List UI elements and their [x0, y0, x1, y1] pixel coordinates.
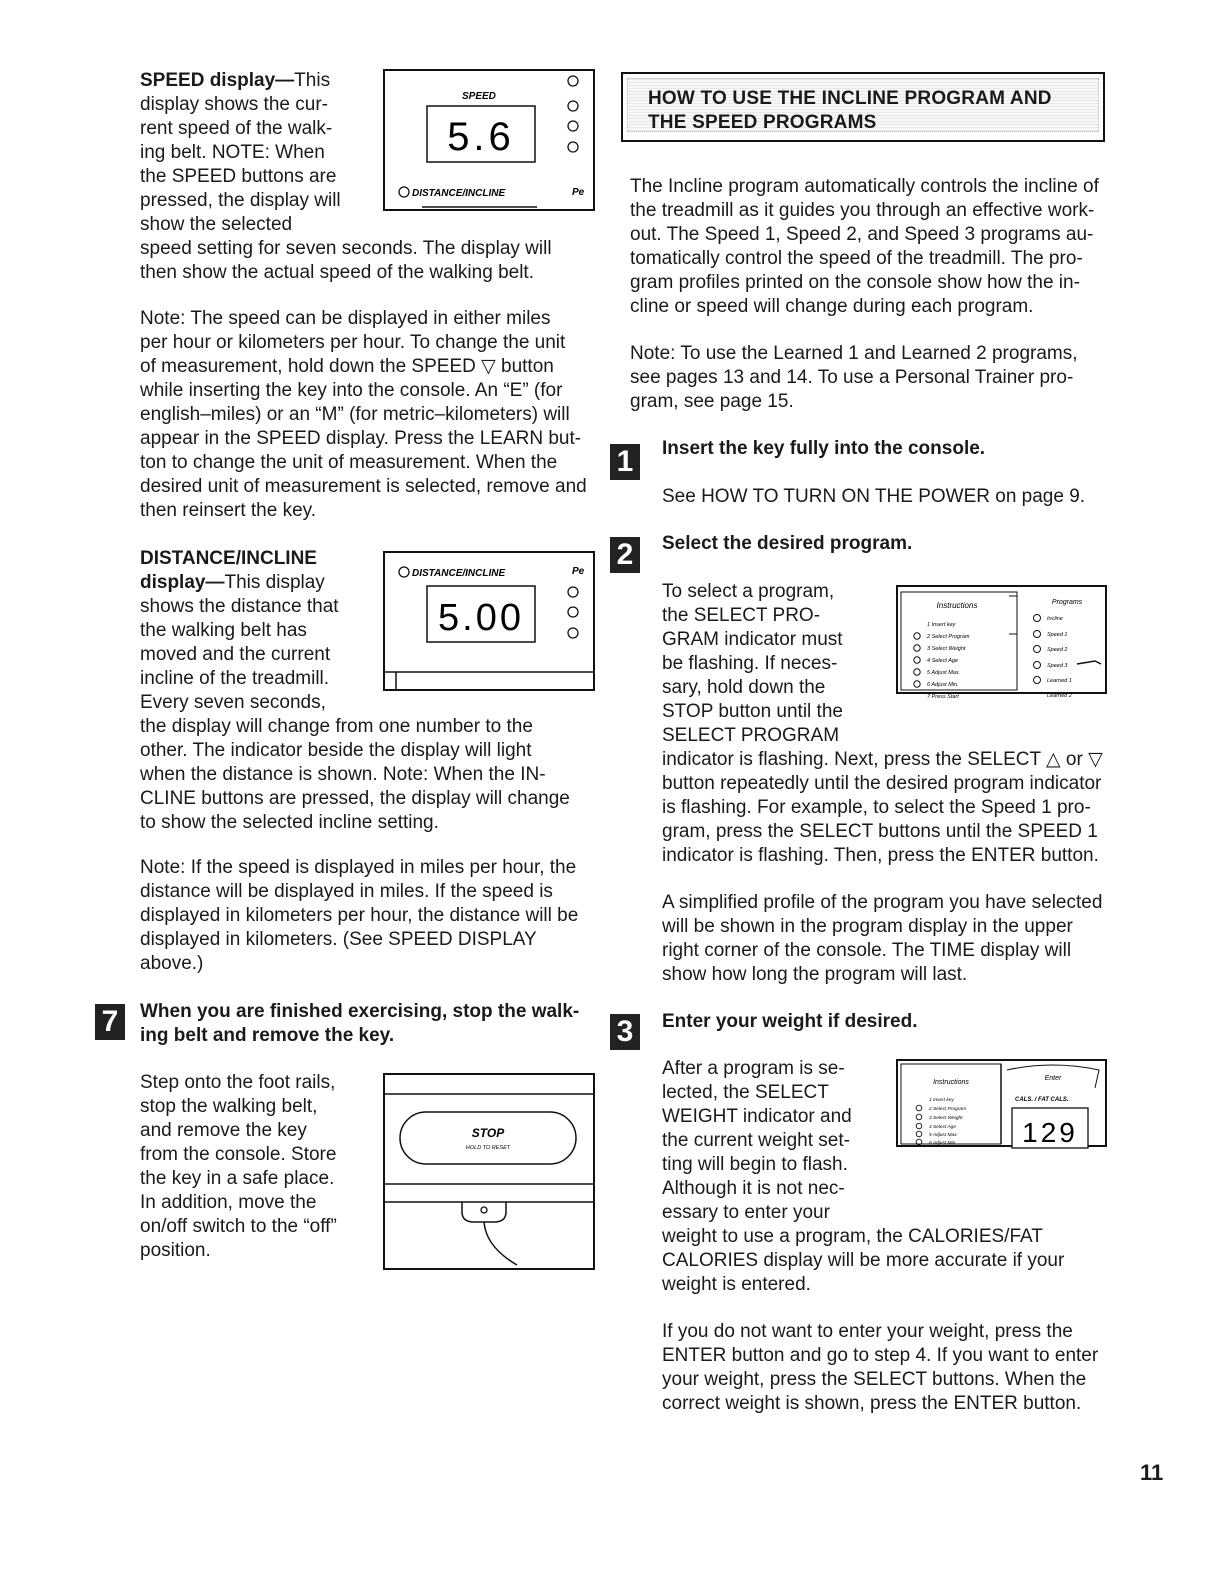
step-3-line: weight is entered. [662, 1274, 811, 1295]
distance-fig-edge-label: Pe [572, 566, 585, 577]
step-2-line: indicator is flashing. Next, press the SELECT △ or ▽ [662, 749, 1103, 770]
distance-line: to show the selected incline setting. [140, 812, 439, 833]
distance-title-2: display— [140, 572, 225, 593]
step-7-number: 7 [95, 1004, 125, 1040]
cals-label: CALS. / FAT CALS. [1015, 1097, 1069, 1103]
distance-title: DISTANCE/INCLINE [140, 548, 317, 569]
distance-note [140, 856, 610, 976]
step-7-line: In addition, move the [140, 1192, 317, 1213]
step-2-para2-line: A simplified profile of the program you have selected [662, 892, 1103, 913]
step-3-para2-line: If you do not want to enter your weight, press the [662, 1321, 1073, 1342]
speed-note-line: english–miles) or an “M” (for metric–kilometers) will [140, 404, 570, 425]
step-1-number: 1 [610, 444, 640, 480]
step-7-heading-line: When you are finished exercising, stop the walk- [140, 1001, 580, 1022]
instruction-item: 5 Adjust Max. [927, 670, 961, 676]
speed-note [140, 307, 610, 523]
section-heading [648, 87, 1052, 135]
speed-note-line: appear in the SPEED display. Press the LEARN but- [140, 428, 582, 449]
distance-display-figure [382, 550, 597, 693]
distance-fig-value: 5.00 [438, 597, 524, 639]
learned-note-line: gram, see page 15. [630, 391, 794, 412]
step-1-heading: Insert the key fully into the console. [662, 438, 986, 459]
step-2-para2-line: right corner of the console. The TIME display will [662, 940, 1072, 961]
program-item: Learned 1 [1047, 678, 1072, 684]
distance-title-tail: This display [224, 572, 325, 593]
speed-fig-value: 5.6 [447, 115, 515, 159]
step-7-line: from the console. Store [140, 1144, 337, 1165]
step-2-line: gram, press the SELECT buttons until the SPEED 1 [662, 821, 1098, 842]
step-2-line: To select a program, [662, 581, 835, 602]
step-2-heading: Select the desired program. [662, 533, 913, 554]
section-heading-box [621, 72, 1105, 142]
section-heading-line: HOW TO USE THE INCLINE PROGRAM AND [648, 88, 1052, 109]
speed-note-line: Note: The speed can be displayed in either miles [140, 308, 551, 329]
step-2-line: indicator is flashing. Then, press the ENTER button. [662, 845, 1099, 866]
instruction-item-2: 2 Select Program [929, 1107, 967, 1112]
intro-paragraph [630, 175, 1130, 319]
step-3-line: weight to use a program, the CALORIES/FAT [662, 1226, 1043, 1247]
step-2-line: the SELECT PRO- [662, 605, 821, 626]
step-3-para2-line: your weight, press the SELECT buttons. When the [662, 1369, 1087, 1390]
speed-line: the SPEED buttons are [140, 166, 337, 187]
speed-title-tail: This [294, 70, 331, 91]
instruction-item: 4 Select Age [927, 658, 958, 664]
step-7-line: and remove the key [140, 1120, 307, 1141]
intro-line: out. The Speed 1, Speed 2, and Speed 3 programs au- [630, 224, 1094, 245]
speed-line: display shows the cur- [140, 94, 328, 115]
step-7-heading [140, 1000, 610, 1048]
speed-note-line: ton to change the unit of measurement. When the [140, 452, 558, 473]
step-3-line: essary to enter your [662, 1202, 830, 1223]
distance-note-line: Note: If the speed is displayed in miles per hour, the [140, 857, 577, 878]
distance-fig-label: DISTANCE/INCLINE [412, 568, 506, 579]
program-item: Learned 2 [1047, 693, 1072, 699]
step-3-para2 [662, 1320, 1132, 1416]
speed-note-line: while inserting the key into the console. An “E” (for [140, 380, 563, 401]
speed-line: rent speed of the walk- [140, 118, 333, 139]
distance-note-line: above.) [140, 953, 204, 974]
step-2-para2-line: will be shown in the program display in the upper [662, 916, 1073, 937]
distance-line: CLINE buttons are pressed, the display will change [140, 788, 570, 809]
step-7-line: position. [140, 1240, 211, 1261]
distance-line: incline of the treadmill. [140, 668, 330, 689]
instruction-item-2: 4 Select Age [929, 1125, 957, 1130]
stop-key-figure [382, 1072, 597, 1272]
step-2-para2 [662, 891, 1132, 987]
instruction-item-2: 1 Insert key [929, 1098, 954, 1103]
speed-line: speed setting for seven seconds. The display will [140, 238, 552, 259]
step-7-heading-line: ing belt and remove the key. [140, 1025, 395, 1046]
intro-line: cline or speed will change during each program. [630, 296, 1034, 317]
step-7-line: on/off switch to the “off” [140, 1216, 337, 1237]
learned-note-line: Note: To use the Learned 1 and Learned 2 programs, [630, 343, 1078, 364]
speed-line: show the selected [140, 214, 293, 235]
distance-line: the display will change from one number to the [140, 716, 533, 737]
step-3-para2-line: ENTER button and go to step 4. If you want to enter [662, 1345, 1099, 1366]
step-3-para2-line: correct weight is shown, press the ENTER button. [662, 1393, 1082, 1414]
step-2-line: SELECT PROGRAM [662, 725, 840, 746]
program-item: Speed 1 [1047, 632, 1068, 638]
speed-line: ing belt. NOTE: When [140, 142, 325, 163]
speed-line: then show the actual speed of the walking belt. [140, 262, 534, 283]
step-7-line: stop the walking belt, [140, 1096, 318, 1117]
speed-display-figure [382, 68, 597, 213]
speed-note-line: per hour or kilometers per hour. To change the unit [140, 332, 566, 353]
speed-line: pressed, the display will [140, 190, 341, 211]
distance-line: other. The indicator beside the display will light [140, 740, 532, 761]
speed-fig-edge-label: Pe [572, 187, 585, 198]
step-3-number: 3 [610, 1014, 640, 1050]
instruction-item: 1 Insert key [927, 622, 956, 628]
learned-note [630, 342, 1130, 414]
program-item: Incline [1047, 616, 1063, 622]
distance-line: Every seven seconds, [140, 692, 326, 713]
distance-note-line: displayed in kilometers. (See SPEED DISPLAY [140, 929, 537, 950]
page-number: 11 [1140, 1460, 1164, 1485]
step-2-line: sary, hold down the [662, 677, 826, 698]
instruction-item-2: 3 Select Weight [929, 1116, 963, 1121]
stop-sub-label: HOLD TO RESET [465, 1145, 511, 1151]
step-3-line: the current weight set- [662, 1130, 850, 1151]
section-heading-shade [627, 78, 1099, 132]
distance-note-line: displayed in kilometers per hour, the distance will be [140, 905, 579, 926]
enter-label: Enter [1044, 1075, 1062, 1082]
step-3-line: lected, the SELECT [662, 1082, 829, 1103]
speed-fig-label: SPEED [462, 91, 496, 102]
instructions-title-2: Instructions [933, 1079, 969, 1086]
program-item: Speed 3 [1047, 663, 1068, 669]
distance-line: shows the distance that [140, 596, 339, 617]
step-7-line: the key in a safe place. [140, 1168, 335, 1189]
step-1-text: See HOW TO TURN ON THE POWER on page 9. [662, 486, 1086, 507]
instruction-item: 3 Select Weight [927, 646, 966, 652]
program-select-figure [895, 584, 1109, 700]
step-2-line: is flashing. For example, to select the Speed 1 pro- [662, 797, 1091, 818]
instruction-item-2: 5 Adjust Max. [929, 1133, 958, 1138]
step-3-line: WEIGHT indicator and [662, 1106, 852, 1127]
step-3-line: CALORIES display will be more accurate if your [662, 1250, 1065, 1271]
speed-title: SPEED display— [140, 70, 295, 91]
section-heading-line: THE SPEED PROGRAMS [648, 112, 877, 133]
step-2-line: be flashing. If neces- [662, 653, 838, 674]
instructions-title: Instructions [936, 601, 978, 610]
intro-line: gram profiles printed on the console show how the in- [630, 272, 1080, 293]
distance-line: when the distance is shown. Note: When the IN- [140, 764, 546, 785]
step-2-number: 2 [610, 537, 640, 573]
intro-line: The Incline program automatically controls the incline of [630, 176, 1099, 197]
step-2-para2-line: show how long the program will last. [662, 964, 968, 985]
instruction-item: 2 Select Program [927, 634, 970, 640]
instruction-item: 7 Press Start [927, 694, 959, 700]
step-2-line: button repeatedly until the desired program indicator [662, 773, 1102, 794]
intro-line: the treadmill as it guides you through an effective work- [630, 200, 1095, 221]
speed-fig-bottom-label: DISTANCE/INCLINE [412, 188, 506, 199]
speed-note-line: then reinsert the key. [140, 500, 317, 521]
step-3-heading: Enter your weight if desired. [662, 1011, 918, 1032]
distance-note-line: distance will be displayed in miles. If the speed is [140, 881, 553, 902]
step-3-line: ting will begin to flash. [662, 1154, 848, 1175]
step-2-line: GRAM indicator must [662, 629, 843, 650]
speed-note-line: of measurement, hold down the SPEED ▽ button [140, 356, 554, 377]
instruction-item: 6 Adjust Min. [927, 682, 959, 688]
speed-note-line: desired unit of measurement is selected, remove and [140, 476, 587, 497]
step-3-line: After a program is se- [662, 1058, 845, 1079]
program-item: Speed 2 [1047, 647, 1068, 653]
distance-line: the walking belt has [140, 620, 307, 641]
weight-entry-figure [895, 1058, 1109, 1148]
learned-note-line: see pages 13 and 14. To use a Personal Trainer pro- [630, 367, 1074, 388]
step-3-line: Although it is not nec- [662, 1178, 845, 1199]
step-7-body [140, 1071, 380, 1263]
distance-line: moved and the current [140, 644, 331, 665]
step-7-line: Step onto the foot rails, [140, 1072, 336, 1093]
intro-line: tomatically control the speed of the treadmill. The pro- [630, 248, 1083, 269]
stop-label: STOP [471, 1126, 505, 1140]
programs-title: Programs [1051, 599, 1083, 606]
step-2-line: STOP button until the [662, 701, 843, 722]
cals-value: 129 [1022, 1117, 1078, 1148]
instruction-item-2: 6 Adjust Min. [929, 1141, 957, 1146]
